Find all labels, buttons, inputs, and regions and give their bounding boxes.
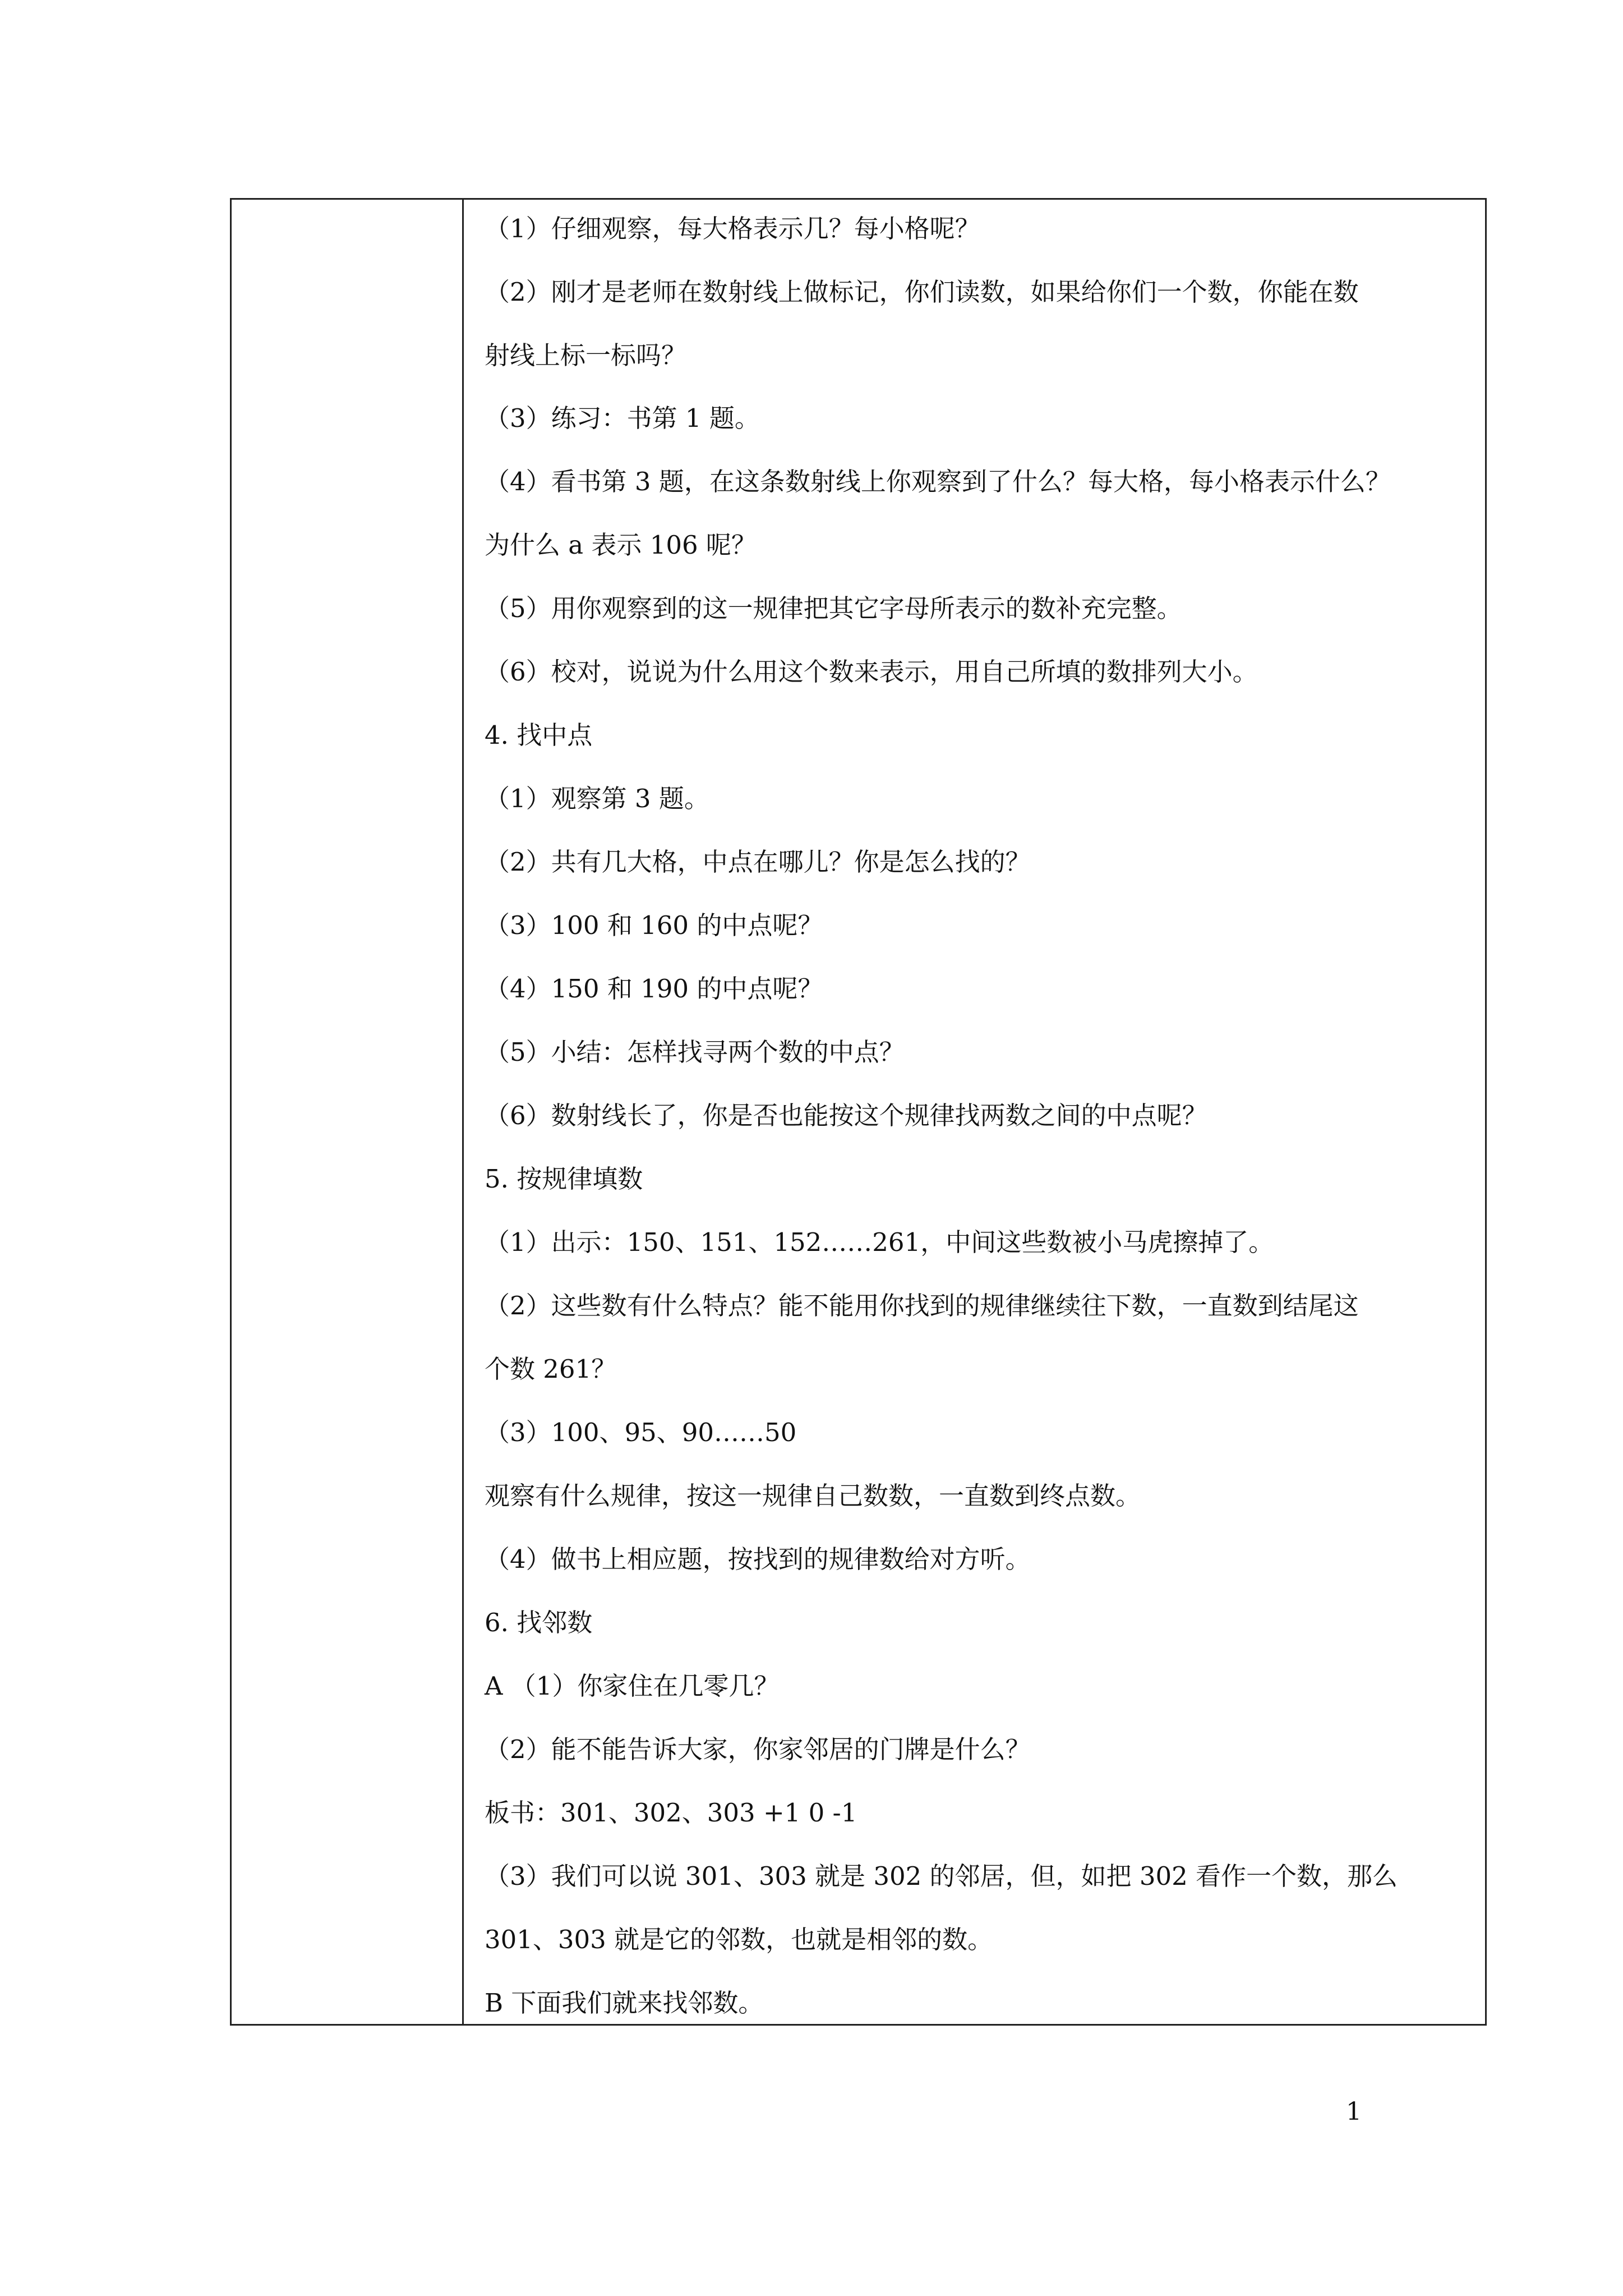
table-left-cell (232, 200, 464, 2024)
text-line: （1）仔细观察，每大格表示几？每小格呢？ (485, 214, 980, 243)
text-line: （3）我们可以说 301、303 就是 302 的邻居，但，如把 302 看作一个数，那么 (485, 1861, 1398, 1891)
text-line: （1）出示：150、151、152……261，中间这些数被小马虎擦掉了。 (485, 1227, 1274, 1257)
text-line: 观察有什么规律，按这一规律自己数数，一直数到终点数。 (485, 1481, 1141, 1511)
text-line: （6）校对，说说为什么用这个数来表示，用自己所填的数排列大小。 (485, 657, 1258, 687)
text-line: （2）这些数有什么特点？能不能用你找到的规律继续往下数，一直数到结尾这 (485, 1291, 1359, 1320)
text-line: 301、303 就是它的邻数，也就是相邻的数。 (485, 1925, 993, 1954)
text-line: （4）做书上相应题，按找到的规律数给对方听。 (485, 1544, 1031, 1574)
lesson-table (230, 198, 1487, 2026)
section-heading: 5. 按规律填数 (485, 1164, 643, 1194)
text-line: （3）100、95、90……50 (485, 1418, 797, 1447)
text-line: （4）150 和 190 的中点呢？ (485, 974, 823, 1004)
board-writing-line: 板书：301、302、303 +1 0 -1 (485, 1798, 857, 1828)
text-line: B 下面我们就来找邻数。 (485, 1988, 764, 2018)
table-content-cell (464, 200, 1485, 2024)
text-line: （1）观察第 3 题。 (485, 784, 709, 813)
page-number: 1 (1346, 2097, 1362, 2126)
text-line: （3）100 和 160 的中点呢？ (485, 910, 823, 940)
text-line: （5）用你观察到的这一规律把其它字母所表示的数补充完整。 (485, 593, 1182, 623)
text-line: A （1）你家住在几零几？ (485, 1671, 780, 1701)
text-line: 个数 261？ (485, 1354, 617, 1384)
text-line: （4）看书第 3 题，在这条数射线上你观察到了什么？每大格，每小格表示什么？ (485, 467, 1391, 496)
section-heading: 4. 找中点 (485, 720, 593, 750)
section-heading: 6. 找邻数 (485, 1608, 593, 1637)
text-line: （5）小结：怎样找寻两个数的中点？ (485, 1037, 905, 1067)
text-line: （2）能不能告诉大家，你家邻居的门牌是什么？ (485, 1734, 1031, 1764)
text-line: （3）练习：书第 1 题。 (485, 403, 760, 433)
text-line: 为什么 a 表示 106 呢？ (485, 530, 757, 560)
text-line: 射线上标一标吗？ (485, 341, 687, 370)
text-line: （2）共有几大格，中点在哪儿？你是怎么找的？ (485, 847, 1031, 877)
text-line: （2）刚才是老师在数射线上做标记，你们读数，如果给你们一个数，你能在数 (485, 277, 1359, 307)
text-line: （6）数射线长了，你是否也能按这个规律找两数之间的中点呢？ (485, 1101, 1207, 1130)
